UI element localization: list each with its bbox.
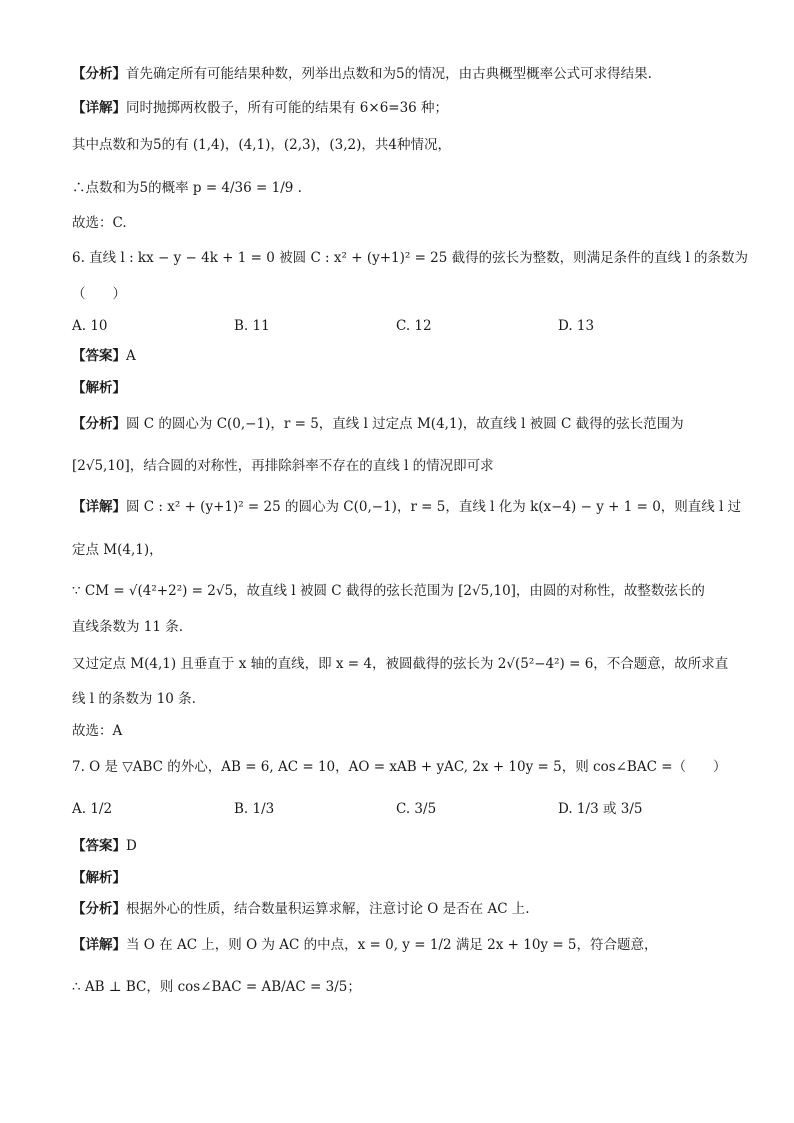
q6-option-b: B. 11 xyxy=(234,318,270,334)
answer-value: A xyxy=(126,348,136,364)
q7-detail-line-2: ∴ AB ⊥ BC，则 cos∠BAC = AB/AC = 3/5； xyxy=(72,979,361,995)
q6-option-c: C. 12 xyxy=(396,318,432,334)
detail-tag: 【详解】 xyxy=(72,937,126,953)
q7-analysis-line xyxy=(72,899,530,919)
answer-value: D xyxy=(126,838,137,854)
q7-answer-line xyxy=(72,836,137,856)
q7-option-a: A. 1/2 xyxy=(72,801,113,817)
q6-detail-line-3: ∵ CM = √(4²+2²) = 2√5，故直线 l 被圆 C 截得的弦长范围为 [2√5,10]，由圆的对称性，故整数弦长的 xyxy=(72,583,705,599)
q6-detail-line-1 xyxy=(72,497,741,517)
q6-answer-line xyxy=(72,346,136,366)
analysis-tag: 【分析】 xyxy=(72,901,126,917)
q6-stem: 6. 直线 l : kx − y − 4k + 1 = 0 被圆 C : x² + (y+1)² = 25 截得的弦长为整数，则满足条件的直线 l 的条数为 xyxy=(72,250,749,266)
q6-detail-line-2: 定点 M(4,1)， xyxy=(72,542,163,558)
analysis-tag: 【分析】 xyxy=(72,66,126,82)
detail-text: 圆 C : x² + (y+1)² = 25 的圆心为 C(0,−1)，r = 5，直线 l 化为 k(x−4) − y + 1 = 0，则直线 l 过 xyxy=(126,499,742,515)
q5-detail-line xyxy=(72,98,448,118)
analysis-text: 首先确定所有可能结果种数，列举出点数和为5的情况，由古典概型概率公式可求得结果. xyxy=(126,66,652,82)
q5-probability-line: ∴点数和为5的概率 p = 4/36 = 1/9 . xyxy=(72,180,302,196)
q7-detail-line-1 xyxy=(72,935,658,955)
q6-detail-line-4: 直线条数为 11 条. xyxy=(72,619,184,635)
q6-choice: 故选：A xyxy=(72,723,123,739)
q7-option-c: C. 3/5 xyxy=(396,801,437,817)
q5-analysis-line xyxy=(72,64,652,84)
q6-analysis-line-2: [2√5,10]，结合圆的对称性，再排除斜率不存在的直线 l 的情况即可求 xyxy=(72,458,494,474)
analysis-tag: 【分析】 xyxy=(72,416,126,432)
q7-option-d: D. 1/3 或 3/5 xyxy=(558,801,643,817)
q6-option-a: A. 10 xyxy=(72,318,108,334)
q6-option-d: D. 13 xyxy=(558,318,595,334)
q6-jiexi: 【解析】 xyxy=(72,380,126,396)
detail-text: 同时抛掷两枚骰子，所有可能的结果有 6×6=36 种； xyxy=(126,100,449,116)
answer-tag: 【答案】 xyxy=(72,348,126,364)
q5-detail-line-2: 其中点数和为5的有 (1,4)，(4,1)，(2,3)，(3,2)，共4种情况， xyxy=(72,137,451,153)
q7-stem: 7. O 是 ▽ABC 的外心，AB = 6, AC = 10，AO = xAB + yAC, 2x + 10y = 5，则 cos∠BAC =（ ） xyxy=(72,759,727,775)
answer-tag: 【答案】 xyxy=(72,838,126,854)
q5-choice: 故选：C. xyxy=(72,215,127,231)
q6-detail-line-5: 又过定点 M(4,1) 且垂直于 x 轴的直线，即 x = 4，被圆截得的弦长为 2√(5²−4²) = 6，不合题意，故所求直 xyxy=(72,656,729,672)
analysis-text: 根据外心的性质，结合数量积运算求解，注意讨论 O 是否在 AC 上. xyxy=(126,901,530,917)
detail-tag: 【详解】 xyxy=(72,499,126,515)
q6-analysis-line-1 xyxy=(72,414,684,434)
q7-option-b: B. 1/3 xyxy=(234,801,275,817)
q7-jiexi: 【解析】 xyxy=(72,870,126,886)
q6-detail-line-6: 线 l 的条数为 10 条. xyxy=(72,691,196,707)
detail-text: 当 O 在 AC 上，则 O 为 AC 的中点，x = 0, y = 1/2 满足 2x + 10y = 5，符合题意， xyxy=(126,937,658,953)
detail-tag: 【详解】 xyxy=(72,100,126,116)
q6-paren: （ ） xyxy=(72,286,126,302)
analysis-text: 圆 C 的圆心为 C(0,−1)，r = 5，直线 l 过定点 M(4,1)，故直线 l 被圆 C 截得的弦长范围为 xyxy=(126,416,684,432)
